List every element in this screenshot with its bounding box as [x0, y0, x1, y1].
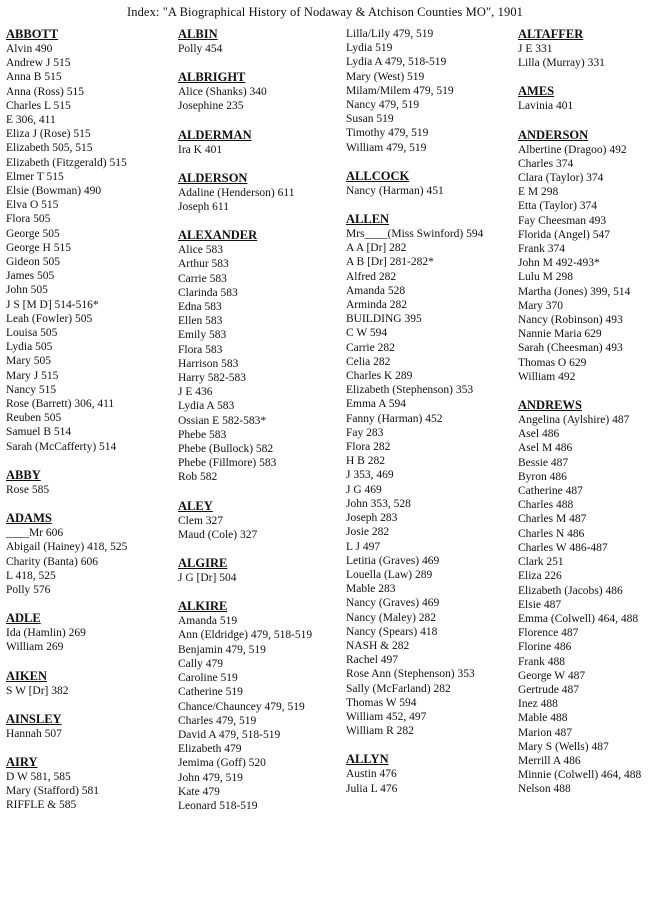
index-entry: Chance/Chauncey 479, 519 [178, 700, 305, 713]
surname-section [178, 599, 338, 813]
index-entry: Charles W 486-487 [518, 541, 608, 554]
surname-section [518, 27, 650, 70]
index-entry: Rob 582 [178, 471, 218, 484]
index-entry: Phebe (Bullock) 582 [178, 443, 274, 456]
index-entry: John M 492-493* [518, 257, 600, 270]
index-entry: Polly 576 [6, 583, 51, 596]
index-entry: Mrs____(Miss Swinford) 594 [346, 228, 484, 241]
index-entry: J E 331 [518, 43, 553, 55]
index-entry: Mary (Stafford) 581 [6, 785, 100, 798]
index-entry: NASH & 282 [346, 639, 410, 652]
index-column-4 [518, 27, 650, 811]
index-entry: Bessie 487 [518, 456, 569, 469]
index-entry: S W [Dr] 382 [6, 684, 69, 697]
index-entry: Frank 374 [518, 243, 565, 256]
index-entry: Mary 370 [518, 299, 564, 312]
index-entry: Clara (Taylor) 374 [518, 172, 604, 185]
index-column-3 [346, 27, 506, 810]
surname-section [178, 128, 338, 157]
index-entry: Maud (Cole) 327 [178, 528, 258, 541]
surname-section [518, 128, 650, 384]
index-entry: A A [Dr] 282 [346, 242, 407, 255]
index-entry: Samuel B 514 [6, 426, 72, 439]
index-entry: George 505 [6, 227, 60, 240]
index-entry: Marion 487 [518, 726, 572, 739]
index-entry: Nancy 515 [6, 383, 57, 396]
index-entry: Flora 505 [6, 213, 51, 226]
index-entry: Joseph 611 [178, 201, 230, 214]
index-entry: Lilla/Lily 479, 519 [346, 28, 434, 40]
surname-heading: ANDREWS [518, 398, 582, 413]
index-entry: Rachel 497 [346, 654, 399, 667]
surname-heading: ALBRIGHT [178, 70, 246, 85]
surname-heading: ALKIRE [178, 599, 228, 614]
index-entry: Emma (Colwell) 464, 488 [518, 612, 639, 625]
index-entry: E M 298 [518, 186, 559, 199]
surname-section [178, 228, 338, 484]
index-entry: Mary (West) 519 [346, 70, 425, 83]
surname-heading: ALEXANDER [178, 228, 258, 243]
index-entry: J G 469 [346, 483, 382, 496]
index-entry: Letitia (Graves) 469 [346, 554, 440, 567]
index-entry: Lydia 519 [346, 42, 393, 55]
surname-section [346, 169, 506, 198]
index-entry: Joseph 283 [346, 512, 398, 525]
index-entry: Flora 583 [178, 343, 223, 356]
index-entry: Mary 505 [6, 355, 52, 368]
index-entry: Ann (Eldridge) 479, 518-519 [178, 629, 313, 642]
index-column-1 [6, 27, 166, 827]
index-entry: Julia L 476 [346, 782, 398, 795]
surname-section [518, 84, 650, 113]
index-entry: Sally (McFarland) 282 [346, 682, 451, 695]
index-entry: Lulu M 298 [518, 271, 573, 284]
surname-heading: ALGIRE [178, 556, 228, 571]
page-title: Index: "A Biographical History of Nodaway & Atchison Counties MO", 1901 [126, 5, 524, 19]
index-entry: Harrison 583 [178, 357, 239, 370]
index-entry: A B [Dr] 281-282* [346, 256, 434, 269]
index-entry: ____Mr 606 [6, 527, 64, 540]
surname-heading: ABBY [6, 467, 41, 482]
index-entry: Florine 486 [518, 641, 572, 654]
index-entry: J E 436 [178, 386, 213, 399]
surname-section [346, 752, 506, 795]
index-entry: William 492 [518, 370, 576, 383]
index-entry: George W 487 [518, 669, 586, 682]
index-entry: Rose 585 [6, 483, 50, 496]
surname-section [178, 27, 338, 56]
index-entry: Clem 327 [178, 514, 224, 527]
index-entry: Thomas O 629 [518, 356, 587, 369]
index-entry: Andrew J 515 [6, 57, 71, 70]
surname-heading: ALDERMAN [178, 127, 252, 142]
index-entry: Charity (Banta) 606 [6, 555, 98, 568]
index-entry: Charles M 487 [518, 513, 587, 526]
index-entry: Lavinia 401 [518, 100, 574, 113]
index-entry: Emma A 594 [346, 398, 407, 411]
index-entry: Charles 488 [518, 499, 574, 512]
surname-section [178, 556, 338, 585]
index-entry: Catherine 487 [518, 485, 583, 498]
surname-heading: ALLCOCK [346, 168, 410, 183]
surname-section [6, 755, 166, 813]
index-entry: Frank 488 [518, 655, 565, 668]
index-entry: Elmer T 515 [6, 170, 64, 183]
index-entry: Anna (Ross) 515 [6, 85, 84, 98]
index-entry: Josephine 235 [178, 100, 244, 113]
index-entry: James 505 [6, 270, 55, 283]
index-entry: Elizabeth 505, 515 [6, 142, 93, 155]
index-entry: Florence 487 [518, 627, 579, 640]
index-entry: Abigail (Hainey) 418, 525 [6, 541, 128, 554]
index-entry: Charles 479, 519 [178, 714, 257, 727]
index-entry: Eliza 226 [518, 570, 562, 583]
index-entry: Catherine 519 [178, 686, 243, 699]
surname-heading: ALDERSON [178, 170, 248, 185]
index-entry: Lydia A 583 [178, 400, 235, 413]
index-entry: Lilla (Murray) 331 [518, 57, 605, 70]
index-entry: Elsie 487 [518, 598, 562, 611]
index-entry: Fanny (Harman) 452 [346, 412, 443, 425]
surname-heading: ALEY [178, 498, 213, 513]
index-entry: Arthur 583 [178, 258, 229, 271]
index-entry: Lydia 505 [6, 341, 53, 354]
surname-heading: AINSLEY [6, 711, 62, 726]
index-entry: Minnie (Colwell) 464, 488 [518, 769, 642, 782]
surname-section [178, 171, 338, 214]
index-entry: Fay 283 [346, 426, 384, 439]
surname-heading: ALBIN [178, 27, 218, 41]
index-entry: Mary S (Wells) 487 [518, 740, 609, 753]
index-entry: Nancy (Graves) 469 [346, 597, 440, 610]
index-entry: Adaline (Henderson) 611 [178, 186, 295, 199]
index-entry: Carrie 583 [178, 272, 227, 285]
index-entry: Polly 454 [178, 43, 223, 55]
index-entry: Leah (Fowler) 505 [6, 312, 93, 325]
surname-section [6, 27, 166, 454]
index-entry: Elizabeth (Stephenson) 353 [346, 384, 474, 397]
index-entry: Timothy 479, 519 [346, 127, 429, 140]
index-entry: Asel M 486 [518, 442, 573, 455]
index-entry: Martha (Jones) 399, 514 [518, 285, 631, 298]
index-entry: Emily 583 [178, 329, 227, 342]
index-entry: Cally 479 [178, 657, 224, 670]
index-entry: D W 581, 585 [6, 770, 71, 783]
index-entry: H B 282 [346, 455, 385, 468]
index-entry: David A 479, 518-519 [178, 728, 281, 741]
surname-heading: AIKEN [6, 668, 47, 683]
surname-section [6, 712, 166, 741]
surname-section [346, 212, 506, 738]
index-entry: Alvin 490 [6, 43, 53, 55]
index-entry: Sarah (McCafferty) 514 [6, 440, 117, 453]
index-entry: Etta (Taylor) 374 [518, 200, 598, 213]
index-entry: Benjamin 479, 519 [178, 643, 266, 656]
index-entry: Asel 486 [518, 428, 560, 441]
index-entry: Hannah 507 [6, 727, 62, 740]
surname-section [6, 468, 166, 497]
index-entry: Ida (Hamlin) 269 [6, 627, 86, 640]
index-entry: Lydia A 479, 518-519 [346, 56, 447, 69]
index-entry: Gideon 505 [6, 256, 60, 269]
surname-section [518, 398, 650, 796]
surname-heading: ADLE [6, 611, 41, 626]
index-entry: E 306, 411 [6, 114, 56, 127]
surname-section [6, 669, 166, 698]
index-entry: William 452, 497 [346, 710, 427, 723]
index-entry: Eliza J (Rose) 515 [6, 128, 91, 141]
index-entry: Josie 282 [346, 526, 390, 539]
index-entry: Nancy (Spears) 418 [346, 625, 438, 638]
surname-heading: AIRY [6, 754, 38, 769]
index-entry: William 479, 519 [346, 141, 427, 154]
surname-section [178, 70, 338, 113]
index-entry: Thomas W 594 [346, 696, 417, 709]
index-entry: Ossian E 582-583* [178, 414, 267, 427]
index-entry: Merrill A 486 [518, 754, 581, 767]
index-entry: J G [Dr] 504 [178, 572, 237, 585]
index-entry: John 353, 528 [346, 497, 411, 510]
index-entry: Charles L 515 [6, 99, 71, 112]
index-entry: William 269 [6, 641, 64, 654]
index-entry: RIFFLE & 585 [6, 799, 77, 812]
index-entry: Leonard 518-519 [178, 799, 258, 812]
index-entry: Albertine (Dragoo) 492 [518, 143, 627, 156]
index-entry: Florida (Angel) 547 [518, 228, 610, 241]
index-entry: Milam/Milem 479, 519 [346, 84, 454, 97]
surname-section [178, 499, 338, 542]
index-entry: Kate 479 [178, 785, 220, 798]
index-entry: Nancy (Robinson) 493 [518, 314, 623, 327]
index-entry: Edna 583 [178, 301, 222, 314]
index-entry: Anna B 515 [6, 71, 62, 84]
index-entry: Gertrude 487 [518, 683, 579, 696]
index-entry: BUILDING 395 [346, 313, 422, 326]
surname-heading: AMES [518, 84, 555, 99]
surname-heading: ALTAFFER [518, 27, 584, 41]
index-entry: Reuben 505 [6, 412, 62, 425]
index-entry: Louisa 505 [6, 327, 58, 340]
index-entry: Nancy 479, 519 [346, 99, 420, 112]
index-entry: Byron 486 [518, 470, 567, 483]
index-entry: Mable 283 [346, 583, 396, 596]
surname-heading: ABBOTT [6, 27, 59, 41]
index-entry: Angelina (Aylshire) 487 [518, 414, 630, 427]
surname-heading: ALLEN [346, 212, 390, 227]
index-entry: Sarah (Cheesman) 493 [518, 342, 623, 355]
index-entry: Caroline 519 [178, 672, 238, 685]
index-entry: Inez 488 [518, 698, 558, 711]
index-entry: Harry 582-583 [178, 372, 247, 385]
index-entry: Susan 519 [346, 113, 394, 126]
index-entry: J 353, 469 [346, 469, 394, 482]
index-entry: Nelson 488 [518, 783, 571, 796]
index-entry: Amanda 519 [178, 615, 238, 628]
surname-section [6, 511, 166, 597]
index-entry: Alfred 282 [346, 270, 397, 283]
index-entry: John 505 [6, 284, 48, 297]
index-entry: Clarinda 583 [178, 286, 238, 299]
index-entry: J S [M D] 514-516* [6, 298, 99, 311]
index-entry: Carrie 282 [346, 341, 395, 354]
index-entry: Alice (Shanks) 340 [178, 86, 267, 99]
index-entry: John 479, 519 [178, 771, 243, 784]
surname-section [6, 611, 166, 654]
index-entry: Charles K 289 [346, 370, 413, 383]
index-entry: Ellen 583 [178, 315, 223, 328]
index-entry: Louella (Law) 289 [346, 568, 433, 581]
index-entry: George H 515 [6, 241, 71, 254]
index-entry: Jemima (Goff) 520 [178, 757, 266, 770]
index-entry: Elsie (Bowman) 490 [6, 185, 102, 198]
index-entry: Arminda 282 [346, 299, 408, 312]
index-entry: Clark 251 [518, 556, 564, 569]
index-entry: William R 282 [346, 725, 414, 738]
index-entry: Ira K 401 [178, 143, 223, 156]
index-entry: L J 497 [346, 540, 381, 553]
index-entry: Celia 282 [346, 355, 391, 368]
surname-heading: ALLYN [346, 752, 389, 767]
index-entry: Phebe 583 [178, 428, 227, 441]
index-entry: Charles 374 [518, 157, 574, 170]
index-entry: Elizabeth (Fitzgerald) 515 [6, 156, 127, 169]
index-entry: Elizabeth (Jacobs) 486 [518, 584, 623, 597]
index-entry: Nannie Maria 629 [518, 328, 602, 341]
index-entry: Nancy (Harman) 451 [346, 184, 444, 197]
surname-heading: ADAMS [6, 511, 52, 526]
surname-heading: ANDERSON [518, 127, 589, 142]
index-entry: Fay Cheesman 493 [518, 214, 607, 227]
index-entry: C W 594 [346, 327, 388, 340]
index-entry: Alice 583 [178, 244, 224, 257]
index-entry: Mary J 515 [6, 369, 59, 382]
index-entry: Nancy (Maley) 282 [346, 611, 437, 624]
index-entry: Austin 476 [346, 768, 397, 781]
index-entry: L 418, 525 [6, 569, 56, 582]
index-entry: Rose (Barrett) 306, 411 [6, 398, 115, 411]
surname-section [346, 27, 506, 155]
index-entry: Rose Ann (Stephenson) 353 [346, 668, 475, 681]
index-entry: Charles N 486 [518, 527, 585, 540]
index-entry: Flora 282 [346, 441, 391, 454]
index-entry: Elva O 515 [6, 199, 59, 212]
index-entry: Elizabeth 479 [178, 743, 242, 756]
index-entry: Amanda 528 [346, 284, 406, 297]
index-column-2 [178, 27, 338, 827]
index-entry: Mable 488 [518, 712, 568, 725]
index-entry: Phebe (Fillmore) 583 [178, 457, 277, 470]
